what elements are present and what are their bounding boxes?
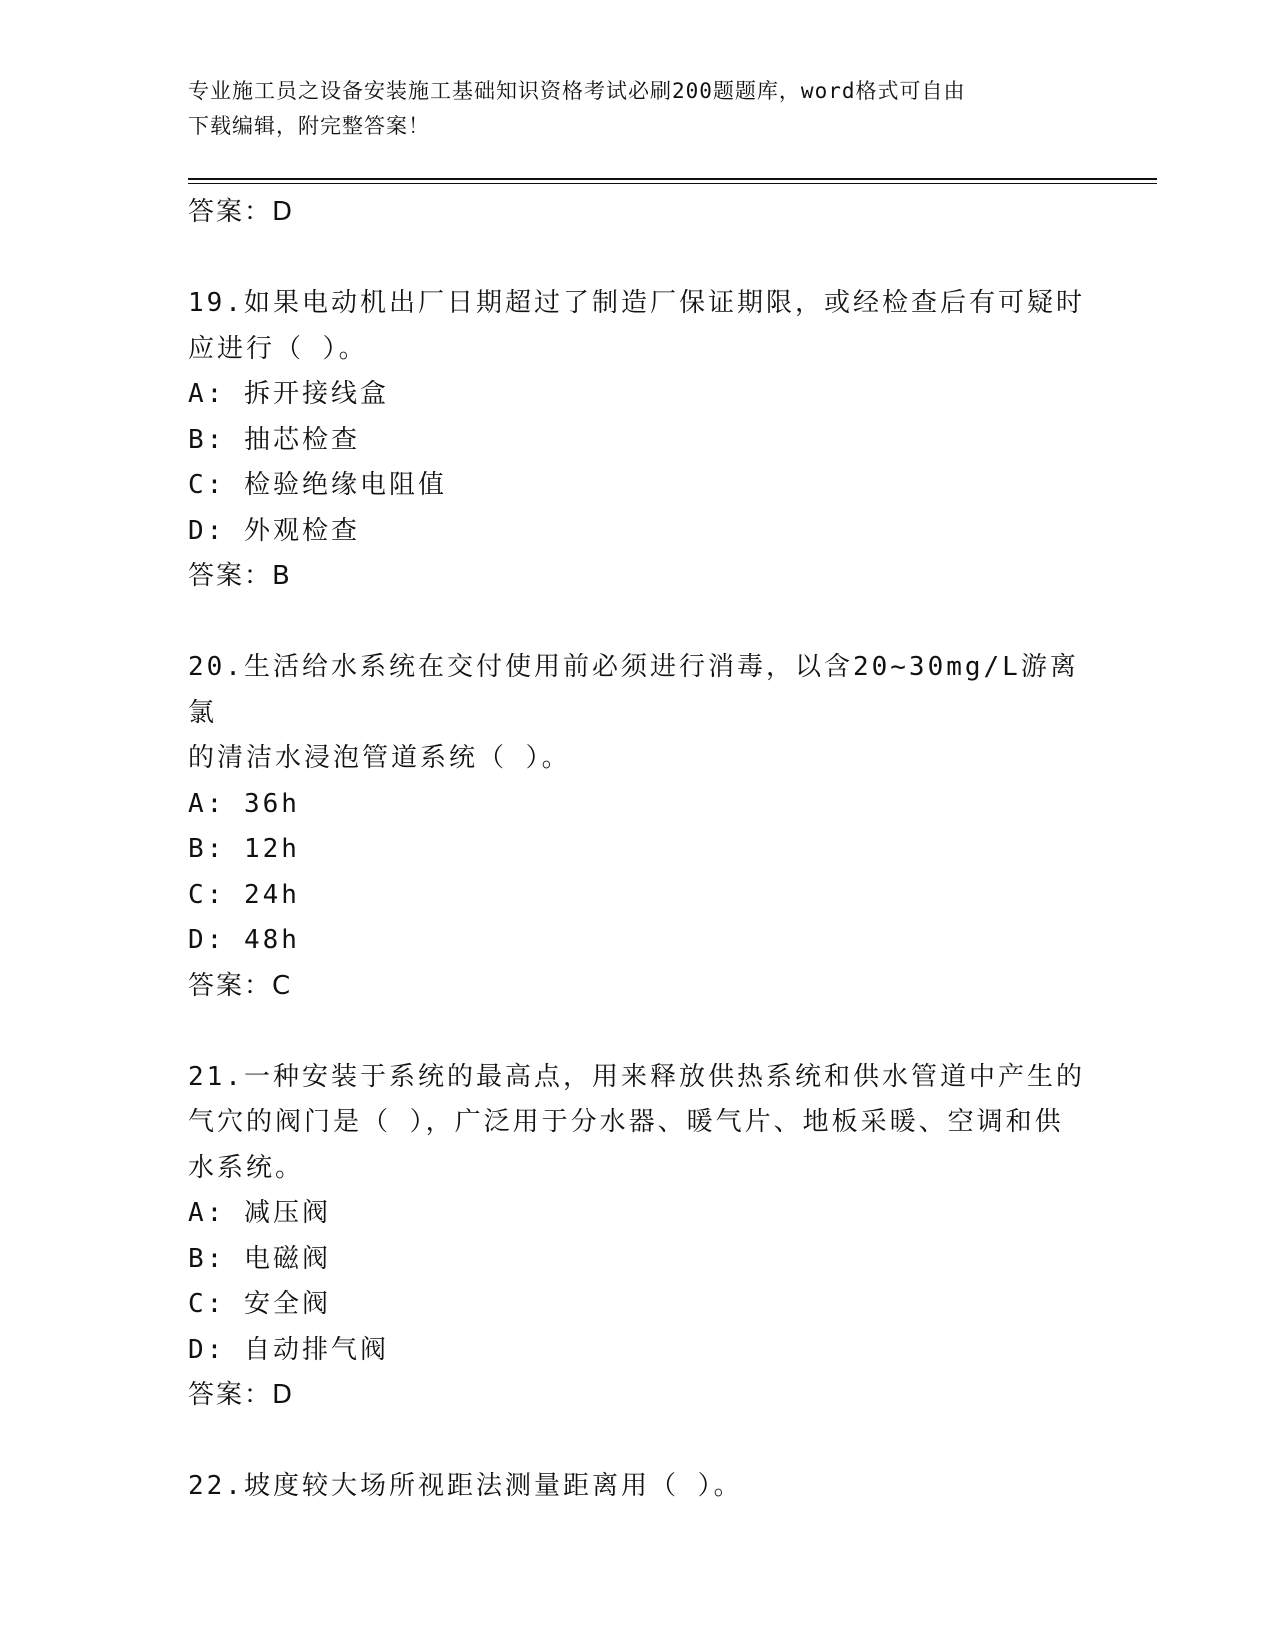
option-a: A: 拆开接线盒 [188, 379, 389, 409]
header-rule-thin [188, 183, 1157, 184]
question-stem: 22.坡度较大场所视距法测量距离用（ ）。 [188, 1471, 743, 1501]
option-c: C: 安全阀 [188, 1289, 331, 1319]
option-d: D: 自动排气阀 [188, 1334, 389, 1365]
question-stem: 水系统。 [188, 1152, 305, 1183]
option-b: B: 电磁阀 [188, 1243, 331, 1274]
spacer [188, 600, 1088, 646]
question-19 [188, 281, 1088, 600]
option-d: D: 外观检查 [188, 515, 360, 546]
question-list [188, 190, 1088, 1510]
option-d: D: 48h [188, 925, 300, 955]
spacer [188, 236, 1088, 282]
question-stem: 20.生活给水系统在交付使用前必须进行消毒，以含20~30mg/L游离氯 [188, 652, 1079, 728]
option-c: C: 24h [188, 879, 300, 910]
question-stem: 的清洁水浸泡管道系统（ ）。 [188, 743, 571, 773]
header-line-1: 专业施工员之设备安装施工基础知识资格考试必刷200题题库，word格式可自由 [188, 79, 966, 103]
question-20 [188, 645, 1088, 1009]
option-b: B: 抽芯检查 [188, 424, 360, 455]
option-a: A: 减压阀 [188, 1198, 331, 1228]
page-header [188, 74, 1068, 144]
header-rule-thick [188, 178, 1157, 180]
option-a: A: 36h [188, 788, 300, 819]
option-c: C: 检验绝缘电阻值 [188, 470, 447, 500]
answer: 答案：C [188, 970, 293, 1001]
previous-answer: 答案：D [188, 197, 295, 227]
question-stem: 应进行（ ）。 [188, 333, 368, 364]
question-22 [188, 1464, 1088, 1510]
answer: 答案：D [188, 1380, 295, 1410]
option-b: B: 12h [188, 834, 300, 864]
question-stem: 21.一种安装于系统的最高点，用来释放供热系统和供水管道中产生的 [188, 1061, 1085, 1092]
spacer [188, 1419, 1088, 1465]
header-line-2: 下载编辑，附完整答案！ [188, 114, 430, 138]
question-stem: 19.如果电动机出厂日期超过了制造厂保证期限，或经检查后有可疑时 [188, 288, 1085, 318]
question-21 [188, 1055, 1088, 1419]
spacer [188, 1009, 1088, 1055]
question-stem: 气穴的阀门是（ ），广泛用于分水器、暖气片、地板采暖、空调和供 [188, 1107, 1064, 1137]
answer: 答案：B [188, 561, 292, 591]
